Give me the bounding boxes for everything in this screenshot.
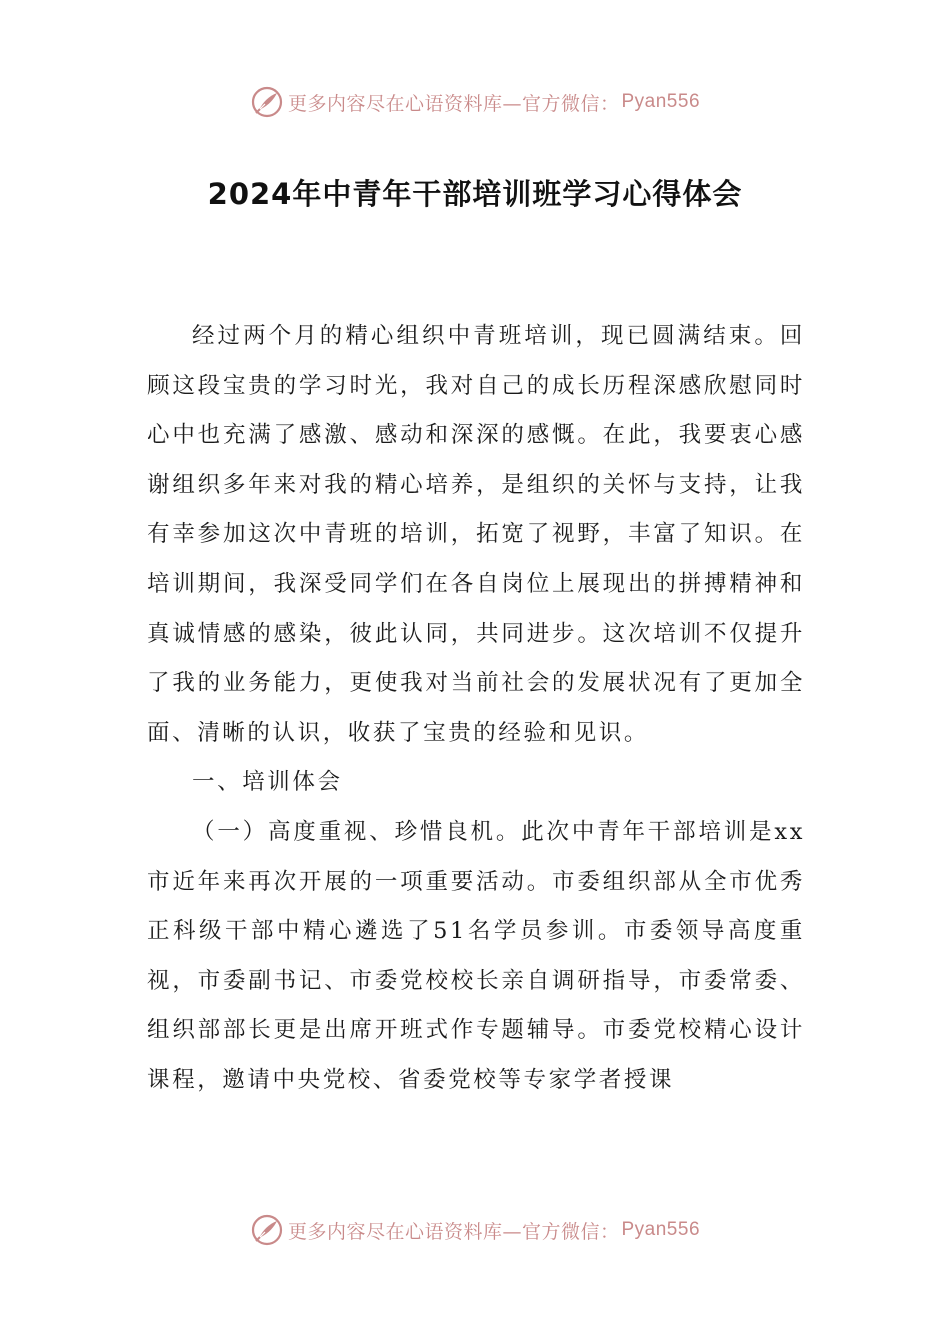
section-heading: 一、培训体会 bbox=[192, 769, 343, 796]
quill-pen-logo-icon bbox=[250, 85, 284, 119]
watermark-id: Pyan556 bbox=[621, 1219, 701, 1240]
watermark-footer bbox=[0, 1210, 950, 1250]
watermark-text: 更多内容尽在心语资料库—官方微信： bbox=[287, 1220, 620, 1243]
paragraph-section-1: （一）高度重视、珍惜良机。此次中青年干部培训是xx市近年来再次开展的一项重要活动。市委组织部从全市优秀正科级干部中精心遴选了51名学员参训。市委领导高度重视，市委副书记、市委党校校长亲自调研指导，市委常委、组织部部长更是出席开班式作专题辅导。市委党校精心设计课程，邀请中央党校、省委党校等专家学者授课 bbox=[147, 818, 805, 1093]
paragraph-intro: 经过两个月的精心组织中青班培训，现已圆满结束。回顾这段宝贵的学习时光，我对自己的成长历程深感欣慰同时心中也充满了感激、感动和深深的感慨。在此，我要衷心感谢组织多年来对我的精心培养，是组织的关怀与支持，让我有幸参加这次中青班的培训，拓宽了视野，丰富了知识。在培训期间，我深受同学们在各自岗位上展现出的拼搏精神和真诚情感的感染，彼此认同，共同进步。这次培训不仅提升了我的业务能力，更使我对当前社会的发展状况有了更加全面、清晰的认识，收获了宝贵的经验和见识。 bbox=[147, 323, 805, 746]
document-title: 2024年中青年干部培训班学习心得体会 bbox=[207, 177, 743, 211]
watermark-id: Pyan556 bbox=[621, 91, 701, 112]
watermark-text: 更多内容尽在心语资料库—官方微信： bbox=[287, 92, 620, 115]
quill-pen-logo-icon bbox=[250, 1213, 284, 1247]
watermark-header bbox=[0, 82, 950, 122]
document-body bbox=[147, 312, 805, 1106]
